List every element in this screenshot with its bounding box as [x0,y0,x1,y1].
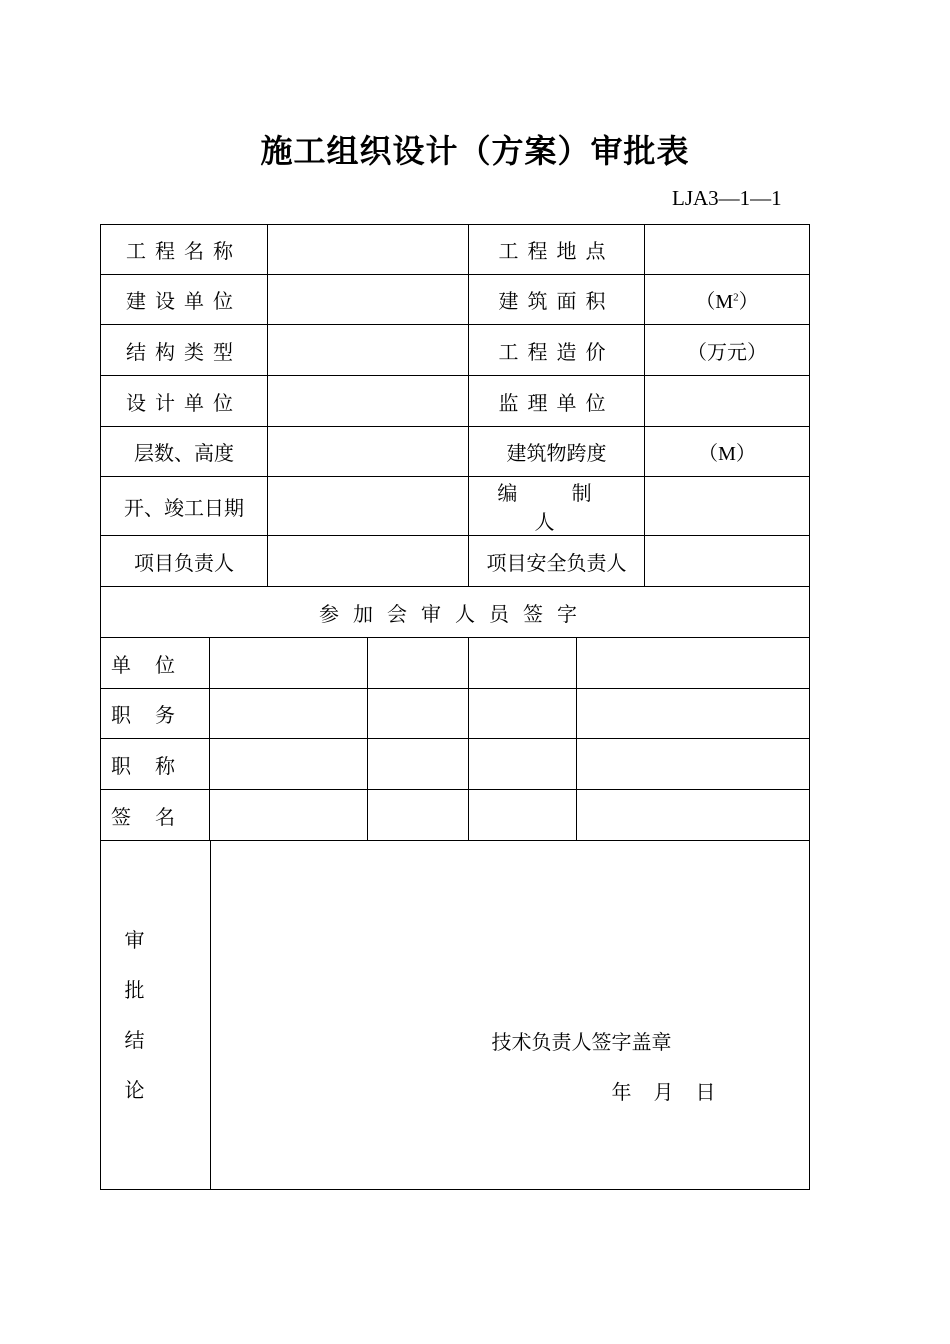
info-row-dates [101,477,810,536]
value-project-name[interactable] [268,225,469,275]
info-row-designer [101,376,810,427]
value-project-location[interactable] [645,225,810,275]
review-cell[interactable] [368,790,469,841]
value-design-unit[interactable] [268,376,469,427]
review-label-unit: 单位 [101,638,210,689]
review-cell[interactable] [577,790,810,841]
review-cell[interactable] [210,790,368,841]
label-structure-type: 结构类型 [101,325,268,376]
conclusion-label [101,841,210,1190]
value-structure-type[interactable] [268,325,469,376]
conclusion-label-char: 批 [124,978,145,1002]
value-client[interactable] [268,275,469,325]
date-day: 日 [695,1080,716,1104]
form-code: LJA3—1—1 [672,186,782,210]
page-title: 施工组织设计（方案）审批表 [260,132,690,170]
review-cell[interactable] [368,689,469,739]
review-cell[interactable] [469,790,577,841]
area-unit-suffix: ） [738,291,759,313]
value-start-end-dates[interactable] [268,477,469,536]
conclusion-body[interactable] [210,841,810,1190]
conclusion-label-char: 论 [124,1078,145,1102]
approval-form-table [100,224,810,1190]
label-project-manager: 项目负责人 [101,536,268,587]
value-building-span[interactable]: （M） [645,427,810,477]
value-project-manager[interactable] [268,536,469,587]
conclusion-label-char: 结 [124,1028,145,1052]
review-cell[interactable] [210,638,368,689]
review-header-row [101,587,810,638]
label-building-area: 建筑面积 [469,275,645,325]
review-label-title: 职称 [101,739,210,790]
date-month: 月 [653,1080,674,1104]
value-supervision-unit[interactable] [645,376,810,427]
review-cell[interactable] [368,739,469,790]
signature-label: 技术负责人签字盖章 [491,1030,672,1054]
value-project-cost[interactable]: （万元） [645,325,810,376]
value-building-area[interactable] [645,275,810,325]
review-cell[interactable] [469,739,577,790]
label-project-name: 工程名称 [101,225,268,275]
label-floors-height: 层数、高度 [101,427,268,477]
label-building-span: 建筑物跨度 [469,427,645,477]
review-row-signature [101,790,810,841]
info-row-floors [101,427,810,477]
review-row-title [101,739,810,790]
review-header: 参加会审人员签字 [101,587,810,638]
value-floors-height[interactable] [268,427,469,477]
review-row-position [101,689,810,739]
review-row-unit [101,638,810,689]
review-cell[interactable] [368,638,469,689]
date-year: 年 [611,1080,632,1104]
review-label-position: 职务 [101,689,210,739]
label-client: 建设单位 [101,275,268,325]
label-design-unit: 设计单位 [101,376,268,427]
label-start-end-dates: 开、竣工日期 [101,477,268,536]
review-cell[interactable] [577,689,810,739]
label-compiler: 编 制 人 [469,477,645,536]
conclusion-row [101,841,810,1190]
signature-date [612,1076,716,1105]
review-cell[interactable] [577,739,810,790]
review-cell[interactable] [577,638,810,689]
info-row-client [101,275,810,325]
area-unit-sup: 2 [733,291,739,304]
value-safety-manager[interactable] [645,536,810,587]
info-row-project-name [101,225,810,275]
review-cell[interactable] [469,638,577,689]
label-project-cost: 工程造价 [469,325,645,376]
review-cell[interactable] [210,689,368,739]
conclusion-label-char: 审 [124,928,145,952]
label-supervision-unit: 监理单位 [469,376,645,427]
value-compiler[interactable] [645,477,810,536]
info-row-structure [101,325,810,376]
review-cell[interactable] [210,739,368,790]
label-project-location: 工程地点 [469,225,645,275]
area-unit-prefix: （M [695,291,734,313]
info-row-managers [101,536,810,587]
label-safety-manager: 项目安全负责人 [469,536,645,587]
review-cell[interactable] [469,689,577,739]
review-label-signature: 签名 [101,790,210,841]
